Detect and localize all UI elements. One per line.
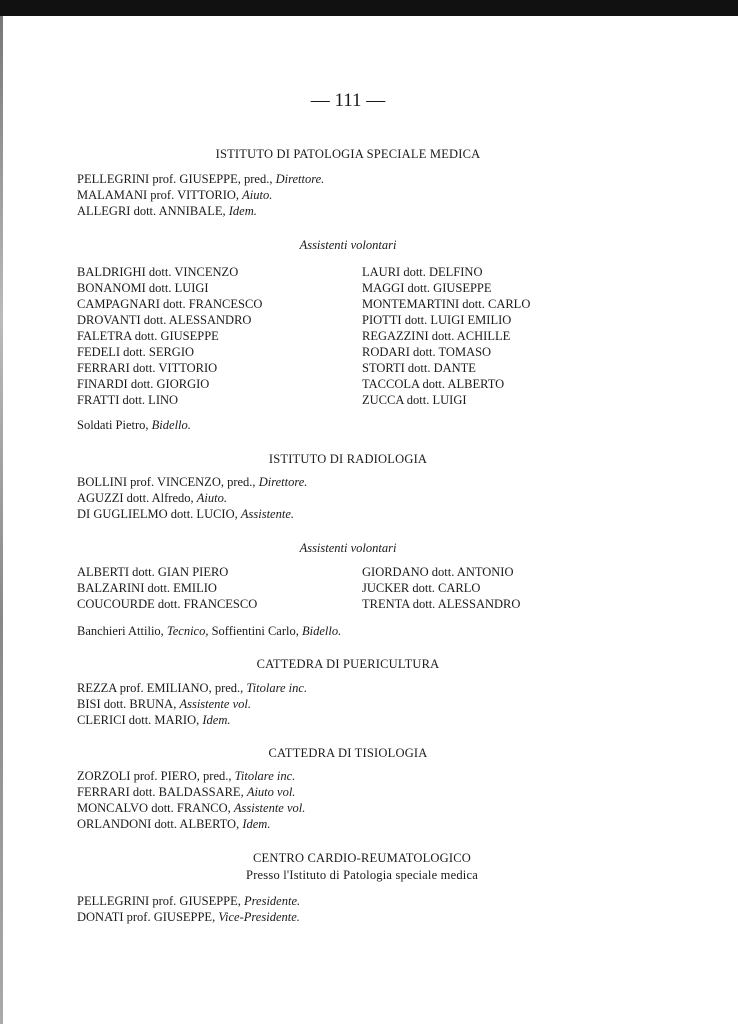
staff-role: Idem. xyxy=(228,204,257,218)
footer-line-patologia xyxy=(77,418,191,433)
staff-name: DI GUGLIELMO dott. LUCIO, xyxy=(77,507,238,521)
section-title-cardio: CENTRO CARDIO-REUMATOLOGICO xyxy=(252,851,472,865)
staff-role: Tecnico, xyxy=(166,624,209,638)
staff-name: MONCALVO dott. FRANCO, xyxy=(77,801,231,815)
scan-left-edge xyxy=(0,16,3,1024)
list-item: RODARI dott. TOMASO xyxy=(362,345,492,359)
staff-name: AGUZZI dott. Alfredo, xyxy=(77,491,194,505)
staff-line xyxy=(77,801,305,816)
staff-name: DONATI prof. GIUSEPPE, xyxy=(77,910,216,924)
list-item: FRATTI dott. LINO xyxy=(77,393,179,407)
staff-line xyxy=(77,697,251,712)
volunteers-left-radiologia xyxy=(77,564,257,612)
list-item: CAMPAGNARI dott. FRANCESCO xyxy=(77,297,263,311)
staff-role: Vice-Presidente. xyxy=(218,910,300,924)
list-item: FERRARI dott. VITTORIO xyxy=(77,361,218,375)
staff-name: REZZA prof. EMILIANO, pred., xyxy=(77,681,244,695)
staff-line xyxy=(77,475,307,490)
staff-role: Idem. xyxy=(202,713,231,727)
list-item: BONANOMI dott. LUIGI xyxy=(77,281,209,295)
list-item: STORTI dott. DANTE xyxy=(362,361,476,375)
staff-role: Bidello. xyxy=(301,624,342,638)
footer-line-radiologia xyxy=(77,624,341,639)
list-item: JUCKER dott. CARLO xyxy=(362,581,481,595)
list-item: TRENTA dott. ALESSANDRO xyxy=(362,597,521,611)
staff-name: FERRARI dott. BALDASSARE, xyxy=(77,785,244,799)
list-item: GIORDANO dott. ANTONIO xyxy=(362,565,514,579)
staff-role: Titolare inc. xyxy=(246,681,308,695)
volunteers-right-patologia xyxy=(362,264,530,408)
list-item: REGAZZINI dott. ACHILLE xyxy=(362,329,511,343)
staff-line xyxy=(77,681,307,696)
staff-line xyxy=(77,785,295,800)
staff-name: ORLANDONI dott. ALBERTO, xyxy=(77,817,240,831)
staff-role: Bidello. xyxy=(151,418,191,432)
section-title-radiologia: ISTITUTO DI RADIOLOGIA xyxy=(268,452,428,466)
volunteers-heading-patologia: Assistenti volontari xyxy=(299,238,397,252)
volunteers-left-patologia xyxy=(77,264,262,408)
staff-line xyxy=(77,204,257,219)
list-item: ALBERTI dott. GIAN PIERO xyxy=(77,565,229,579)
staff-name: PELLEGRINI prof. GIUSEPPE, xyxy=(77,894,241,908)
staff-line xyxy=(77,188,272,203)
staff-name: ALLEGRI dott. ANNIBALE, xyxy=(77,204,226,218)
staff-role: Presidente. xyxy=(244,894,301,908)
staff-name: Soldati Pietro, xyxy=(77,418,149,432)
staff-role: Aiuto vol. xyxy=(246,785,296,799)
staff-name: ZORZOLI prof. PIERO, pred., xyxy=(77,769,232,783)
list-item: DROVANTI dott. ALESSANDRO xyxy=(77,313,252,327)
list-item: PIOTTI dott. LUIGI EMILIO xyxy=(362,313,512,327)
staff-name: MALAMANI prof. VITTORIO, xyxy=(77,188,240,202)
staff-line xyxy=(77,894,300,909)
section-subtitle-cardio: Presso l'Istituto di Patologia speciale medica xyxy=(246,868,478,882)
scan-top-edge xyxy=(0,0,738,16)
list-item: BALZARINI dott. EMILIO xyxy=(77,581,217,595)
staff-name: Banchieri Attilio, xyxy=(77,624,164,638)
staff-role: Idem. xyxy=(242,817,271,831)
staff-role: Assistente vol. xyxy=(233,801,306,815)
staff-line xyxy=(77,172,324,187)
staff-role: Aiuto. xyxy=(196,491,227,505)
list-item: FEDELI dott. SERGIO xyxy=(77,345,195,359)
list-item: TACCOLA dott. ALBERTO xyxy=(362,377,505,391)
volunteers-heading-radiologia: Assistenti volontari xyxy=(299,541,397,555)
staff-role: Assistente. xyxy=(240,507,294,521)
staff-role: Direttore. xyxy=(275,172,325,186)
staff-role: Direttore. xyxy=(258,475,308,489)
page-number: — 111 — xyxy=(310,90,386,111)
staff-name: BOLLINI prof. VINCENZO, pred., xyxy=(77,475,256,489)
staff-line xyxy=(77,491,227,506)
list-item: LAURI dott. DELFINO xyxy=(362,265,483,279)
staff-role: Titolare inc. xyxy=(234,769,296,783)
staff-line xyxy=(77,769,295,784)
staff-line xyxy=(77,507,294,522)
section-title-puericultura: CATTEDRA DI PUERICULTURA xyxy=(256,657,440,671)
list-item: MAGGI dott. GIUSEPPE xyxy=(362,281,492,295)
staff-line xyxy=(77,817,270,832)
staff-name: PELLEGRINI prof. GIUSEPPE, pred., xyxy=(77,172,273,186)
staff-name: Soffientini Carlo, xyxy=(211,624,299,638)
section-title-patologia: ISTITUTO DI PATOLOGIA SPECIALE MEDICA xyxy=(215,147,481,161)
list-item: BALDRIGHI dott. VINCENZO xyxy=(77,265,239,279)
list-item: FINARDI dott. GIORGIO xyxy=(77,377,210,391)
volunteers-right-radiologia xyxy=(362,564,520,612)
staff-line xyxy=(77,713,230,728)
staff-role: Assistente vol. xyxy=(179,697,251,711)
staff-name: CLERICI dott. MARIO, xyxy=(77,713,200,727)
list-item: COUCOURDE dott. FRANCESCO xyxy=(77,597,258,611)
list-item: ZUCCA dott. LUIGI xyxy=(362,393,467,407)
section-title-tisiologia: CATTEDRA DI TISIOLOGIA xyxy=(268,746,428,760)
staff-role: Aiuto. xyxy=(242,188,273,202)
list-item: FALETRA dott. GIUSEPPE xyxy=(77,329,219,343)
staff-line xyxy=(77,910,300,925)
list-item: MONTEMARTINI dott. CARLO xyxy=(362,297,531,311)
staff-name: BISI dott. BRUNA, xyxy=(77,697,177,711)
